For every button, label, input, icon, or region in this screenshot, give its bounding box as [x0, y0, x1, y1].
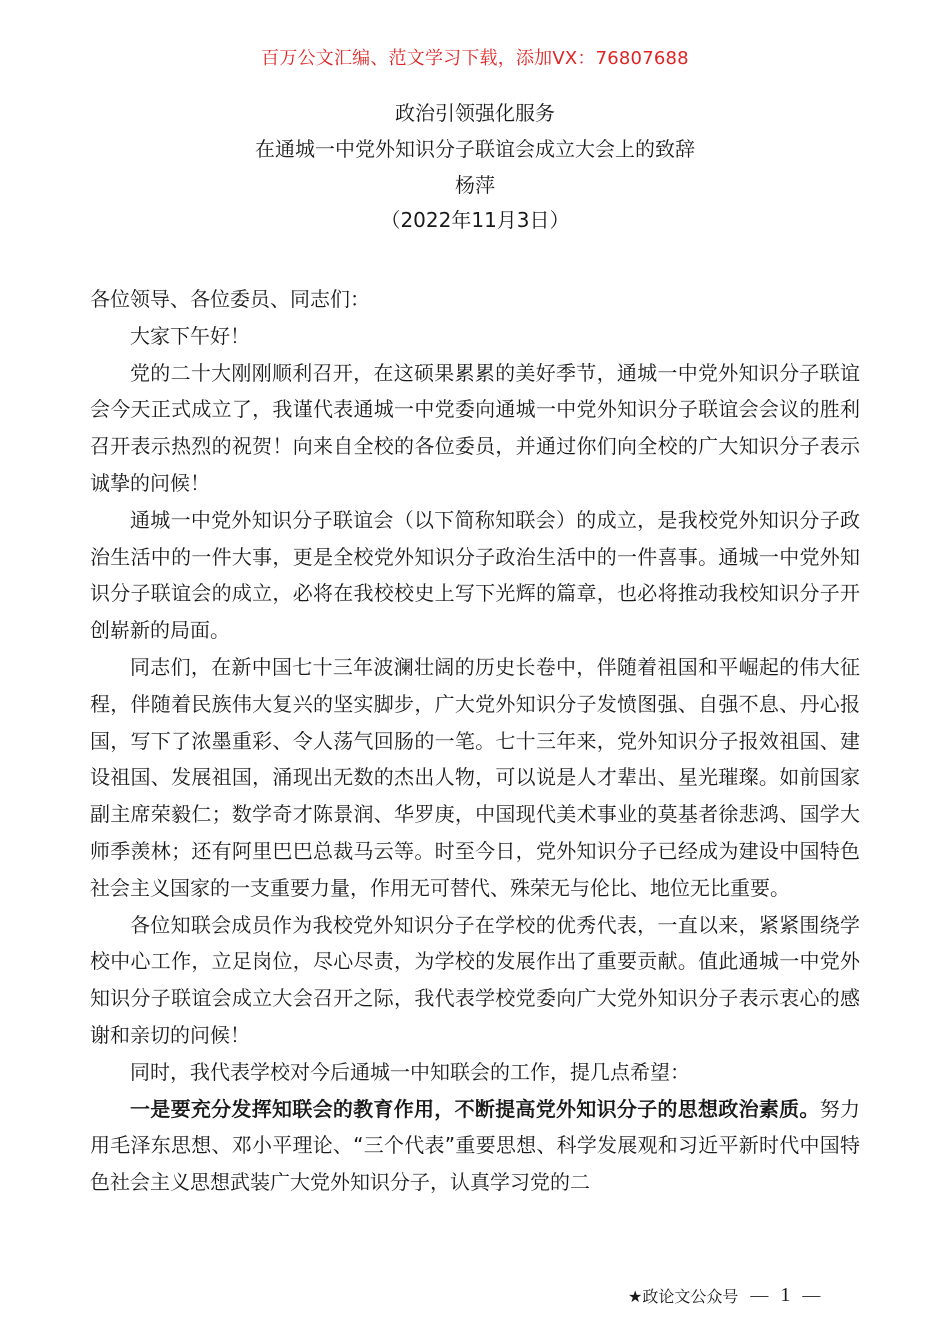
paragraph-1: 党的二十大刚刚顺利召开，在这硕果累累的美好季节，通城一中党外知识分子联谊会今天正式成立了，我谨代表通城一中党委向通城一中党外知识分子联谊会会议的胜利召开表示热烈的祝贺！向来自全校的各位委员，并通过你们向全校的广大知识分子表示诚挚的问候！ [90, 360, 860, 495]
paragraph-2: 通城一中党外知识分子联谊会（以下简称知联会）的成立，是我校党外知识分子政治生活中的一件大事，更是全校党外知识分子政治生活中的一件喜事。通城一中党外知识分子联谊会的成立，必将在我校校史上写下光辉的篇章，也必将推动我校知识分子开创崭新的局面。 [90, 507, 860, 643]
page-number: 1 [780, 1284, 791, 1306]
paragraph-point-1 [90, 1091, 860, 1201]
document-title: 政治引领强化服务 [395, 101, 555, 125]
speech-date: （2022年11月3日） [380, 208, 570, 232]
footer-source: ★政论文公众号 [628, 1287, 739, 1306]
footer-dash-right: — [802, 1285, 821, 1305]
point-1-text: 努力用毛泽东思想、邓小平理论、“三个代表”重要思想、科学发展观和习近平新时代中国特色社会主义思想武装广大党外知识分子，认真学习党的二 [90, 1096, 861, 1195]
footer-dash-left: — [750, 1285, 769, 1305]
paragraph-4: 各位知联会成员作为我校党外知识分子在学校的优秀代表，一直以来，紧紧围绕学校中心工作，立足岗位，尽心尽责，为学校的发展作出了重要贡献。值此通城一中党外知识分子联谊会成立大会召开之际，我代表学校党委向广大党外知识分子表示衷心的感谢和亲切的问候！ [90, 912, 860, 1047]
paragraph-5: 同时，我代表学校对今后通城一中知联会的工作，提几点希望： [130, 1059, 690, 1084]
paragraph-3: 同志们，在新中国七十三年波澜壮阔的历史长卷中，伴随着祖国和平崛起的伟大征程，伴随着民族伟大复兴的坚实脚步，广大党外知识分子发愤图强、自强不息、丹心报国，写下了浓墨重彩、令人荡气回肠的一笔。七十三年来，党外知识分子报效祖国、建设祖国、发展祖国，涌现出无数的杰出人物，可以说是人才辈出、星光璀璨。如前国家副主席荣毅仁；数学奇才陈景润、华罗庚，中国现代美术事业的莫基者徐悲鸿、国学大师季羡林；还有阿里巴巴总裁马云等。时至今日，党外知识分子已经成为建设中国特色社会主义国家的一支重要力量，作用无可替代、殊荣无与伦比、地位无比重要。 [90, 654, 860, 900]
greeting: 大家下午好！ [130, 323, 250, 348]
salutation: 各位领导、各位委员、同志们： [90, 287, 370, 311]
watermark-banner: 百万公文汇编、范文学习下载，添加VX：76807688 [261, 48, 689, 69]
document-subtitle: 在通城一中党外知识分子联谊会成立大会上的致辞 [255, 137, 695, 161]
point-1-heading: 一是要充分发挥知联会的教育作用，不断提高党外知识分子的思想政治素质。 [130, 1096, 820, 1121]
document-body [90, 281, 860, 1201]
page-footer [628, 1284, 820, 1307]
author-name: 杨萍 [455, 173, 495, 197]
